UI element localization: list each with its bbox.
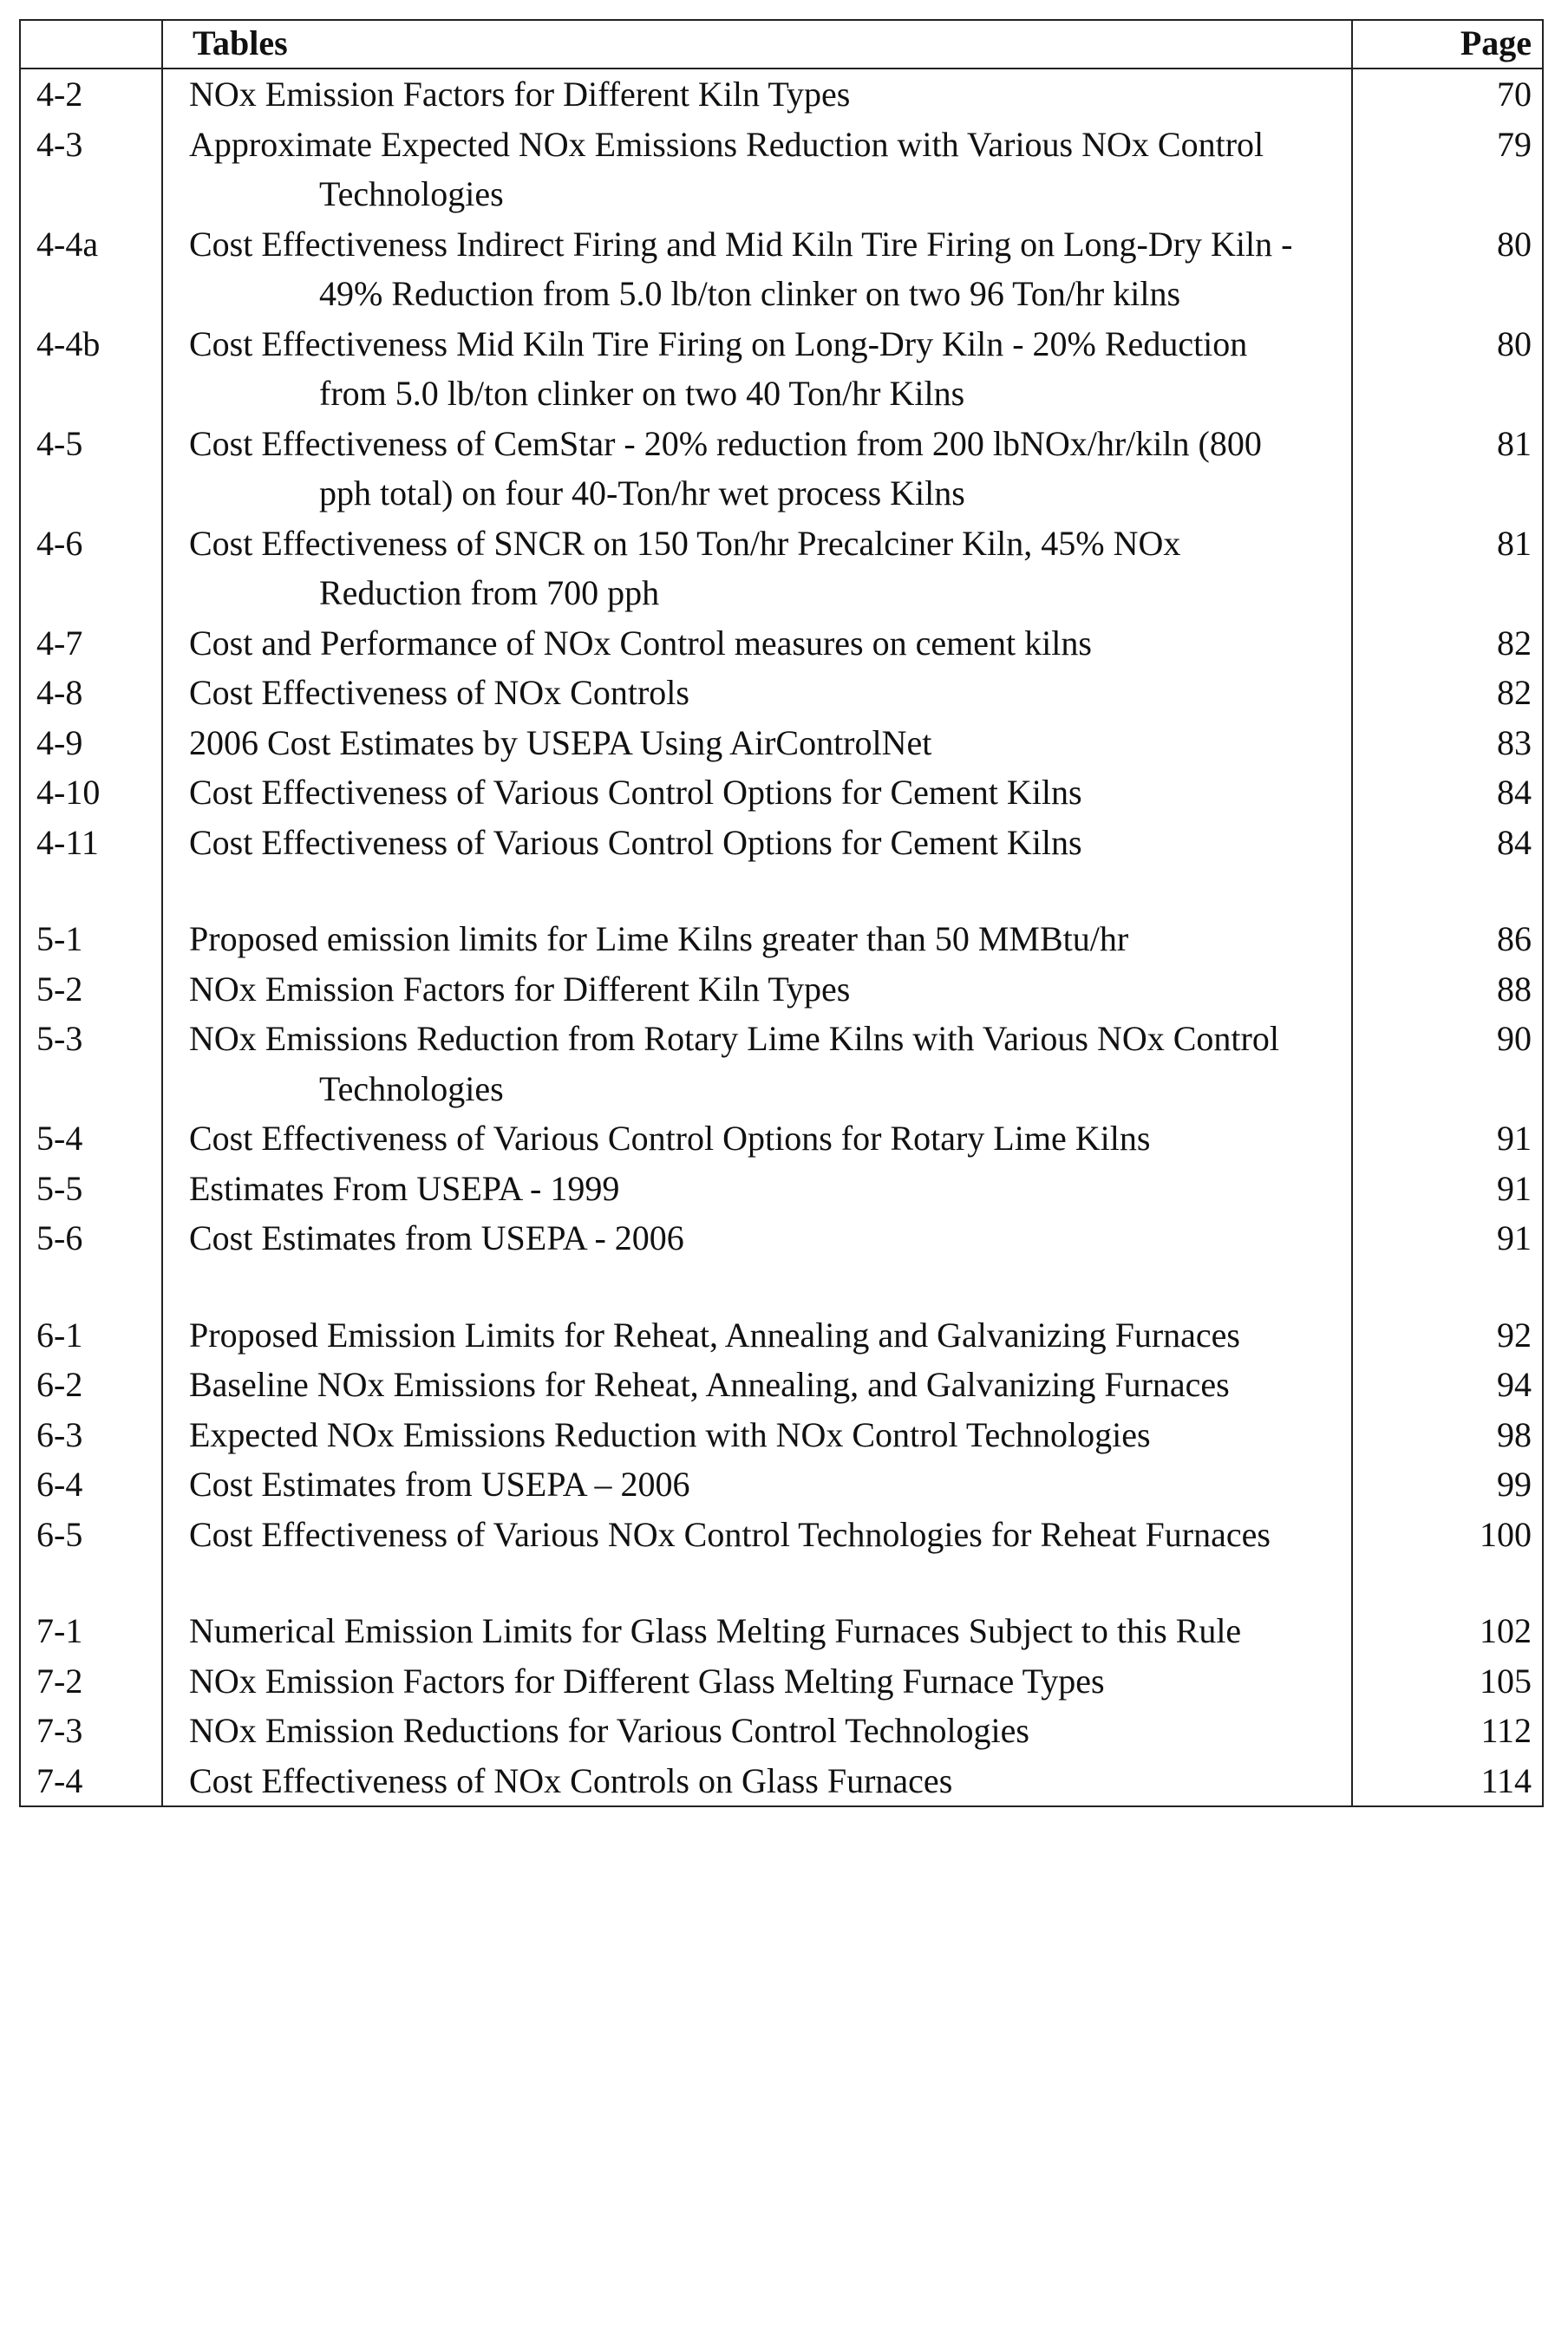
table-title: Expected NOx Emissions Reduction with NOx Control Technologies [189, 1414, 1151, 1454]
table-title: Numerical Emission Limits for Glass Melting Furnaces Subject to this Rule [189, 1611, 1242, 1650]
table-title: Approximate Expected NOx Emissions Reduction with Various NOx Control Technologies [189, 124, 1264, 213]
table-row [20, 818, 1543, 868]
document-page [19, 19, 1542, 1807]
table-number: 4-7 [20, 618, 162, 669]
table-title-cell [162, 1014, 1352, 1113]
table-title: NOx Emission Reductions for Various Control Technologies [189, 1711, 1029, 1750]
table-number: 4-5 [20, 419, 162, 519]
table-title: Proposed Emission Limits for Reheat, Annealing and Galvanizing Furnaces [189, 1315, 1240, 1355]
table-title: Baseline NOx Emissions for Reheat, Annealing, and Galvanizing Furnaces [189, 1365, 1230, 1404]
table-row [20, 1113, 1543, 1164]
table-title-cell [162, 1360, 1352, 1410]
table-row [20, 1706, 1543, 1756]
table-title-cell [162, 818, 1352, 868]
header-page: Page [1352, 20, 1543, 69]
list-of-tables [19, 19, 1544, 1807]
page-number: 92 [1352, 1310, 1543, 1361]
spacer-cell [1352, 1263, 1543, 1310]
table-title-cell [162, 914, 1352, 964]
spacer-cell [20, 1559, 162, 1606]
table-row [20, 69, 1543, 120]
table-title: Cost Effectiveness of CemStar - 20% reduction from 200 lbNOx/hr/kiln (800 pph total) on four 40-Ton/hr wet process Kilns [189, 423, 1262, 513]
table-number: 7-2 [20, 1656, 162, 1707]
table-number: 5-5 [20, 1164, 162, 1214]
table-row [20, 519, 1543, 618]
page-number: 80 [1352, 219, 1543, 319]
table-number: 4-4b [20, 319, 162, 419]
table-title-cell [162, 1213, 1352, 1263]
page-number: 81 [1352, 419, 1543, 519]
table-title: Cost Effectiveness of Various Control Options for Rotary Lime Kilns [189, 1119, 1151, 1158]
table-title: Cost Effectiveness of SNCR on 150 Ton/hr Precalciner Kiln, 45% NOx Reduction from 700 pph [189, 523, 1181, 612]
table-title: Cost Effectiveness of Various Control Options for Cement Kilns [189, 773, 1082, 812]
table-row [20, 1164, 1543, 1214]
page-number: 98 [1352, 1410, 1543, 1460]
table-title-cell [162, 1510, 1352, 1560]
header-tables: Tables [162, 20, 1352, 69]
table-number: 7-4 [20, 1756, 162, 1807]
page-number: 88 [1352, 964, 1543, 1015]
table-title: 2006 Cost Estimates by USEPA Using AirControlNet [189, 722, 932, 762]
spacer-cell [1352, 1559, 1543, 1606]
table-number: 6-4 [20, 1459, 162, 1510]
table-header-row [20, 20, 1543, 69]
section-spacer-row [20, 867, 1543, 914]
table-title: Estimates From USEPA - 1999 [189, 1168, 620, 1208]
page-number: 90 [1352, 1014, 1543, 1113]
table-row [20, 964, 1543, 1015]
table-number: 6-2 [20, 1360, 162, 1410]
page-number: 100 [1352, 1510, 1543, 1560]
table-title: Cost Estimates from USEPA – 2006 [189, 1465, 690, 1504]
table-number: 6-5 [20, 1510, 162, 1560]
table-title: NOx Emissions Reduction from Rotary Lime Kilns with Various NOx Control Technologies [189, 1019, 1279, 1108]
table-number: 4-6 [20, 519, 162, 618]
table-row [20, 120, 1543, 219]
header-number [20, 20, 162, 69]
table-title: Proposed emission limits for Lime Kilns greater than 50 MMBtu/hr [189, 919, 1129, 958]
table-row [20, 219, 1543, 319]
page-number: 112 [1352, 1706, 1543, 1756]
table-title: NOx Emission Factors for Different Glass Melting Furnace Types [189, 1661, 1105, 1701]
spacer-cell [1352, 867, 1543, 914]
table-number: 7-1 [20, 1606, 162, 1656]
table-row [20, 1213, 1543, 1263]
table-title-cell [162, 964, 1352, 1015]
table-row [20, 767, 1543, 818]
page-number: 91 [1352, 1113, 1543, 1164]
table-title: Cost Effectiveness of NOx Controls [189, 673, 689, 712]
table-row [20, 1606, 1543, 1656]
table-title: Cost Estimates from USEPA - 2006 [189, 1218, 684, 1257]
page-number: 91 [1352, 1213, 1543, 1263]
table-number: 6-1 [20, 1310, 162, 1361]
table-title-cell [162, 1310, 1352, 1361]
table-row [20, 1510, 1543, 1560]
table-row [20, 1656, 1543, 1707]
table-title: Cost and Performance of NOx Control measures on cement kilns [189, 623, 1092, 663]
table-title-cell [162, 519, 1352, 618]
table-row [20, 419, 1543, 519]
table-number: 5-1 [20, 914, 162, 964]
table-number: 4-3 [20, 120, 162, 219]
table-number: 7-3 [20, 1706, 162, 1756]
table-number: 5-4 [20, 1113, 162, 1164]
table-body [20, 69, 1543, 1806]
table-row [20, 1014, 1543, 1113]
page-number: 94 [1352, 1360, 1543, 1410]
spacer-cell [162, 1559, 1352, 1606]
table-number: 4-4a [20, 219, 162, 319]
table-title-cell [162, 219, 1352, 319]
table-title-cell [162, 1410, 1352, 1460]
page-number: 84 [1352, 767, 1543, 818]
table-title: Cost Effectiveness of Various Control Options for Cement Kilns [189, 822, 1082, 862]
table-row [20, 1756, 1543, 1807]
table-title-cell [162, 767, 1352, 818]
page-number: 99 [1352, 1459, 1543, 1510]
table-title-cell [162, 668, 1352, 718]
table-row [20, 914, 1543, 964]
table-title-cell [162, 618, 1352, 669]
page-number: 82 [1352, 668, 1543, 718]
table-title: NOx Emission Factors for Different Kiln Types [189, 969, 851, 1009]
table-title-cell [162, 1606, 1352, 1656]
table-number: 4-10 [20, 767, 162, 818]
table-row [20, 718, 1543, 768]
section-spacer-row [20, 1559, 1543, 1606]
table-title-cell [162, 69, 1352, 120]
table-number: 5-6 [20, 1213, 162, 1263]
page-number: 102 [1352, 1606, 1543, 1656]
table-title-cell [162, 419, 1352, 519]
table-title: Cost Effectiveness Indirect Firing and Mid Kiln Tire Firing on Long-Dry Kiln - 49% Reduction from 5.0 lb/ton clinker on two 96 Ton/hr kilns [189, 224, 1293, 313]
table-row [20, 618, 1543, 669]
table-number: 6-3 [20, 1410, 162, 1460]
table-title-cell [162, 1656, 1352, 1707]
table-title-cell [162, 1113, 1352, 1164]
page-number: 114 [1352, 1756, 1543, 1807]
spacer-cell [162, 867, 1352, 914]
table-row [20, 1459, 1543, 1510]
table-title: Cost Effectiveness of NOx Controls on Glass Furnaces [189, 1760, 953, 1800]
table-row [20, 1410, 1543, 1460]
spacer-cell [162, 1263, 1352, 1310]
page-number: 82 [1352, 618, 1543, 669]
page-number: 81 [1352, 519, 1543, 618]
page-number: 105 [1352, 1656, 1543, 1707]
page-number: 91 [1352, 1164, 1543, 1214]
table-title: NOx Emission Factors for Different Kiln Types [189, 75, 851, 114]
table-number: 4-9 [20, 718, 162, 768]
table-title-cell [162, 319, 1352, 419]
page-number: 80 [1352, 319, 1543, 419]
table-title-cell [162, 1706, 1352, 1756]
page-number: 70 [1352, 69, 1543, 120]
table-number: 4-11 [20, 818, 162, 868]
table-row [20, 319, 1543, 419]
table-title-cell [162, 1756, 1352, 1807]
table-title-cell [162, 718, 1352, 768]
table-title-cell [162, 120, 1352, 219]
spacer-cell [20, 1263, 162, 1310]
table-title-cell [162, 1459, 1352, 1510]
table-row [20, 668, 1543, 718]
page-number: 84 [1352, 818, 1543, 868]
page-number: 86 [1352, 914, 1543, 964]
table-number: 4-8 [20, 668, 162, 718]
spacer-cell [20, 867, 162, 914]
table-number: 5-3 [20, 1014, 162, 1113]
table-row [20, 1310, 1543, 1361]
table-row [20, 1360, 1543, 1410]
page-number: 83 [1352, 718, 1543, 768]
table-number: 5-2 [20, 964, 162, 1015]
page-number: 79 [1352, 120, 1543, 219]
table-title: Cost Effectiveness of Various NOx Control Technologies for Reheat Furnaces [189, 1514, 1271, 1554]
table-title: Cost Effectiveness Mid Kiln Tire Firing on Long-Dry Kiln - 20% Reduction from 5.0 lb/ton clinker on two 40 Ton/hr Kilns [189, 323, 1248, 413]
section-spacer-row [20, 1263, 1543, 1310]
table-title-cell [162, 1164, 1352, 1214]
table-number: 4-2 [20, 69, 162, 120]
